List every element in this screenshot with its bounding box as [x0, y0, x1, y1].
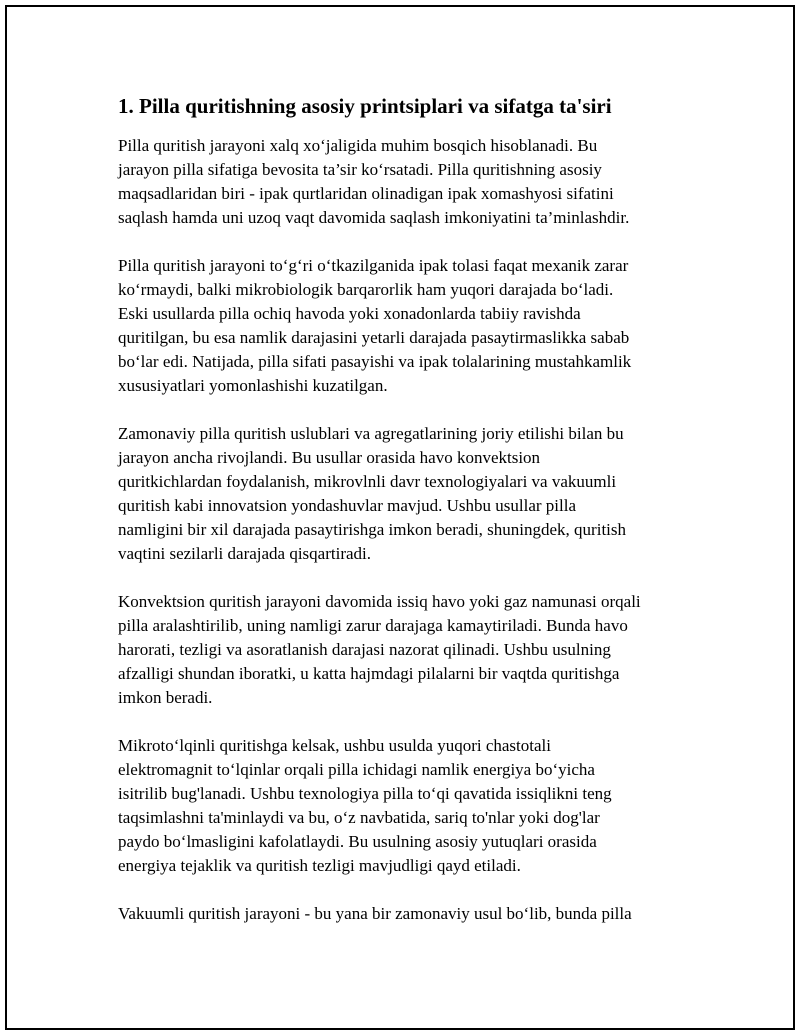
text-line: jarayon ancha rivojlandi. Bu usullar orasida havo konvektsion — [118, 448, 541, 467]
text-line: bo‘lar edi. Natijada, pilla sifati pasayishi va ipak tolalarining mustahkamlik — [118, 352, 632, 371]
document-body — [118, 92, 708, 950]
text-line: Vakuumli quritish jarayoni - bu yana bir zamonaviy usul bo‘lib, bunda pilla — [118, 904, 632, 923]
text-line: Konvektsion quritish jarayoni davomida issiq havo yoki gaz namunasi orqali — [118, 592, 641, 611]
paragraph-3 — [118, 422, 708, 566]
text-line: afzalligi shundan iboratki, u katta hajmdagi pilalarni bir vaqtda quritishga — [118, 664, 620, 683]
text-line: vaqtini sezilarli darajada qisqartiradi. — [118, 544, 372, 563]
text-line: paydo bo‘lmasligini kafolatlaydi. Bu usulning asosiy yutuqlari orasida — [118, 832, 597, 851]
text-line: pilla aralashtirilib, uning namligi zarur darajaga kamaytiriladi. Bunda havo — [118, 616, 628, 635]
paragraph-1 — [118, 134, 708, 230]
text-line: ko‘rmaydi, balki mikrobiologik barqarorlik ham yuqori darajada bo‘ladi. — [118, 280, 614, 299]
text-line: isitrilib bug'lanadi. Ushbu texnologiya pilla to‘qi qavatida issiqlikni teng — [118, 784, 612, 803]
text-line: Eski usullarda pilla ochiq havoda yoki xonadonlarda tabiiy ravishda — [118, 304, 581, 323]
paragraph-2 — [118, 254, 708, 398]
paragraph-6 — [118, 902, 708, 926]
text-line: Zamonaviy pilla quritish uslublari va agregatlarining joriy etilishi bilan bu — [118, 424, 624, 443]
paragraph-4 — [118, 590, 708, 710]
text-line: Pilla quritish jarayoni to‘g‘ri o‘tkazilganida ipak tolasi faqat mexanik zarar — [118, 256, 629, 275]
text-line: Pilla quritish jarayoni xalq xo‘jaligida muhim bosqich hisoblanadi. Bu — [118, 136, 598, 155]
text-line: quritilgan, bu esa namlik darajasini yetarli darajada pasaytirmaslikka sabab — [118, 328, 630, 347]
text-line: elektromagnit to‘lqinlar orqali pilla ichidagi namlik energiya bo‘yicha — [118, 760, 595, 779]
text-line: saqlash hamda uni uzoq vaqt davomida saqlash imkoniyatini ta’minlashdir. — [118, 208, 630, 227]
text-line: namligini bir xil darajada pasaytirishga imkon beradi, shuningdek, quritish — [118, 520, 627, 539]
text-line: Mikroto‘lqinli quritishga kelsak, ushbu usulda yuqori chastotali — [118, 736, 551, 755]
text-line: quritish kabi innovatsion yondashuvlar mavjud. Ushbu usullar pilla — [118, 496, 577, 515]
text-line: taqsimlashni ta'minlaydi va bu, o‘z navbatida, sariq to'nlar yoki dog'lar — [118, 808, 600, 827]
text-line: jarayon pilla sifatiga bevosita ta’sir ko‘rsatadi. Pilla quritishning asosiy — [118, 160, 602, 179]
text-line: energiya tejaklik va quritish tezligi mavjudligi qayd etiladi. — [118, 856, 521, 875]
section-heading: 1. Pilla quritishning asosiy printsiplari va sifatga ta'siri — [118, 94, 612, 118]
text-line: imkon beradi. — [118, 688, 213, 707]
paragraph-5 — [118, 734, 708, 878]
text-line: quritkichlardan foydalanish, mikrovlnli davr texnologiyalari va vakuumli — [118, 472, 617, 491]
text-line: maqsadlaridan biri - ipak qurtlaridan olinadigan ipak xomashyosi sifatini — [118, 184, 614, 203]
text-line: xususiyatlari yomonlashishi kuzatilgan. — [118, 376, 388, 395]
text-line: harorati, tezligi va asoratlanish darajasi nazorat qilinadi. Ushbu usulning — [118, 640, 611, 659]
